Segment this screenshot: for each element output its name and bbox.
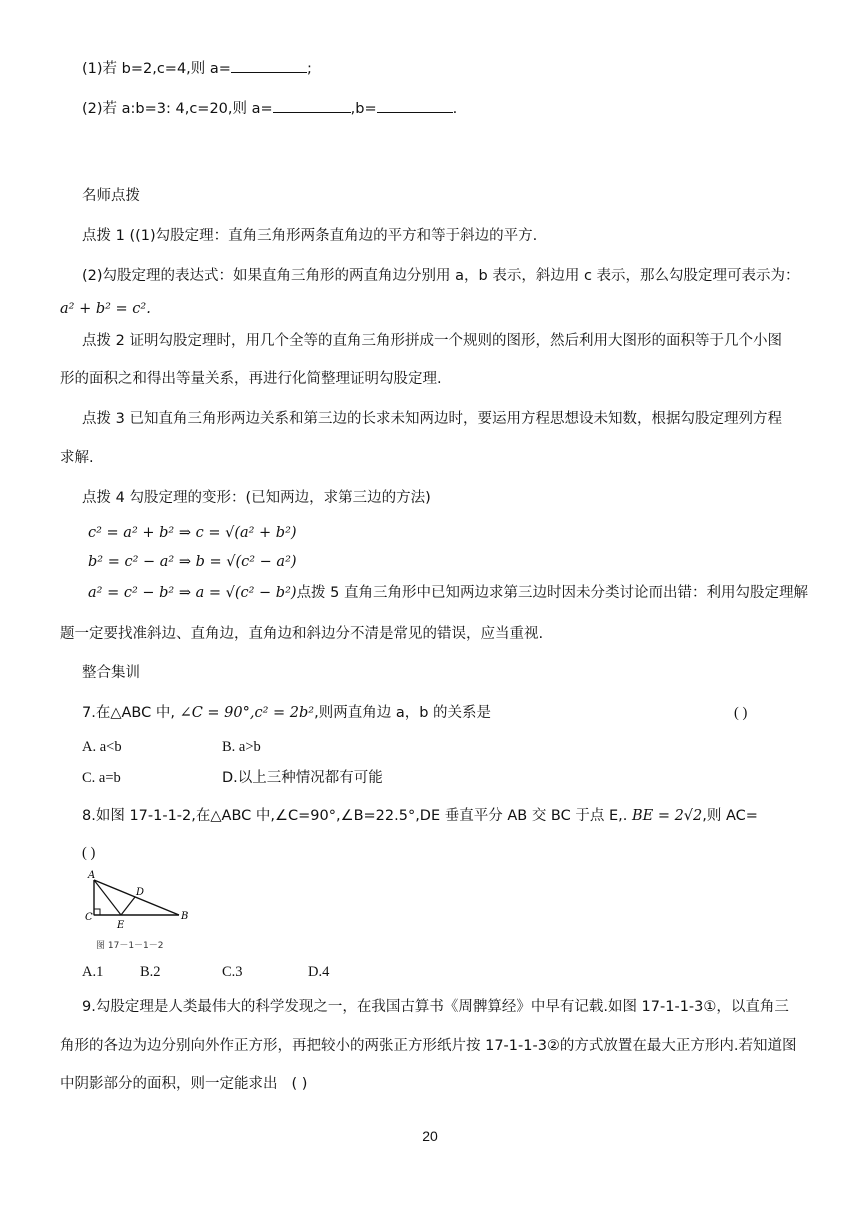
tip-3-line-2: 求解. — [60, 450, 94, 466]
q7-answer-paren[interactable]: ( ) — [734, 705, 748, 721]
right-angle-mark — [94, 909, 100, 915]
q8-option-d[interactable]: D.4 — [308, 964, 330, 980]
q7-suffix: ,则两直角边 a，b 的关系是 — [314, 705, 492, 721]
formula-a-with-tip-5 — [88, 583, 808, 603]
q7-option-d[interactable]: D.以上三种情况都有可能 — [222, 770, 383, 786]
figure-caption: 图 17－1－1－2 — [96, 941, 164, 951]
q7-prefix: 7.在△ABC 中, — [82, 705, 180, 721]
tip-2-line-2: 形的面积之和得出等量关系，再进行化简整理证明勾股定理. — [60, 371, 442, 387]
formula-b: b² = c² − a² ⇒ b = √(c² − a²) — [88, 554, 297, 570]
question-part-1 — [82, 58, 312, 79]
q8-option-b[interactable]: B.2 — [140, 964, 161, 980]
tip-5-line-2: 题一定要找准斜边、直角边，直角边和斜边分不清是常见的错误，应当重视. — [60, 626, 544, 642]
q7-option-a[interactable]: A. a<b — [82, 739, 122, 755]
part-2-mid: ,b= — [350, 101, 377, 117]
q8-option-c[interactable]: C.3 — [222, 964, 243, 980]
part-1-suffix: ; — [306, 61, 312, 77]
label-b: B — [181, 911, 189, 922]
formula-c: c² = a² + b² ⇒ c = √(a² + b²) — [88, 525, 297, 541]
question-7 — [82, 703, 491, 723]
answer-blank-b2[interactable] — [377, 98, 453, 113]
tip-2-line-1: 点拨 2 证明勾股定理时，用几个全等的直角三角形拼成一个规则的图形，然后利用大图形的面积等于几个小图 — [82, 333, 782, 349]
q7-option-c[interactable]: C. a=b — [82, 770, 121, 786]
q8-suffix: ,则 AC= — [702, 808, 758, 824]
question-8 — [82, 806, 758, 826]
tip-4: 点拨 4 勾股定理的变形：(已知两边，求第三边的方法) — [82, 490, 431, 506]
label-e: E — [117, 920, 125, 931]
label-c: C — [85, 912, 93, 923]
triangle-figure — [84, 870, 214, 960]
q9-line-3 — [60, 1074, 307, 1094]
q9-line-1: 9.勾股定理是人类最伟大的科学发现之一，在我国古算书《周髀算经》中早有记载.如图 17-1-1-3①，以直角三 — [82, 999, 789, 1015]
tip-5-line-1: 点拨 5 直角三角形中已知两边求第三边时因未分类讨论而出错：利用勾股定理解 — [296, 585, 809, 601]
part-1-text: (1)若 b=2,c=4,则 a= — [82, 61, 231, 77]
tip-1-formula: a² + b² = c². — [60, 301, 151, 317]
training-heading: 整合集训 — [82, 665, 140, 681]
q8-math: BE = 2√2 — [631, 808, 703, 824]
formula-a: a² = c² − b² ⇒ a = √(c² − b²) — [88, 585, 297, 601]
segment-de — [121, 897, 135, 915]
q7-math: ∠C = 90°,c² = 2b² — [179, 705, 315, 721]
tip-1: 点拨 1 ((1)勾股定理：直角三角形两条直角边的平方和等于斜边的平方. — [82, 228, 538, 244]
q8-answer-paren[interactable]: ( ) — [82, 845, 96, 861]
q9-answer-paren[interactable]: ( ) — [291, 1076, 308, 1092]
q7-option-b[interactable]: B. a>b — [222, 739, 261, 755]
question-part-2 — [82, 98, 457, 119]
label-a: A — [88, 870, 96, 881]
part-2-suffix: . — [452, 101, 458, 117]
tip-3-line-1: 点拨 3 已知直角三角形两边关系和第三边的长求未知两边时，要运用方程思想设未知数，根据勾股定理列方程 — [82, 411, 782, 427]
part-2-text: (2)若 a:b=3: 4,c=20,则 a= — [82, 101, 273, 117]
tip-1b: (2)勾股定理的表达式：如果直角三角形的两直角边分别用 a，b 表示，斜边用 c 表示，那么勾股定理可表示为： — [82, 268, 800, 284]
q8-prefix: 8.如图 17-1-1-2,在△ABC 中,∠C=90°,∠B=22.5°,DE 垂直平分 AB 交 BC 于点 E,. — [82, 808, 632, 824]
page-number: 20 — [422, 1128, 438, 1144]
answer-blank-a[interactable] — [231, 58, 307, 73]
q9-line-3-text: 中阴影部分的面积，则一定能求出 — [60, 1076, 278, 1092]
label-d: D — [136, 887, 145, 898]
q9-line-2: 角形的各边为边分别向外作正方形，再把较小的两张正方形纸片按 17-1-1-3②的方式放置在最大正方形内.若知道图 — [60, 1038, 797, 1054]
tips-heading: 名师点拨 — [82, 188, 140, 204]
q8-option-a[interactable]: A.1 — [82, 964, 104, 980]
answer-blank-a2[interactable] — [273, 98, 351, 113]
